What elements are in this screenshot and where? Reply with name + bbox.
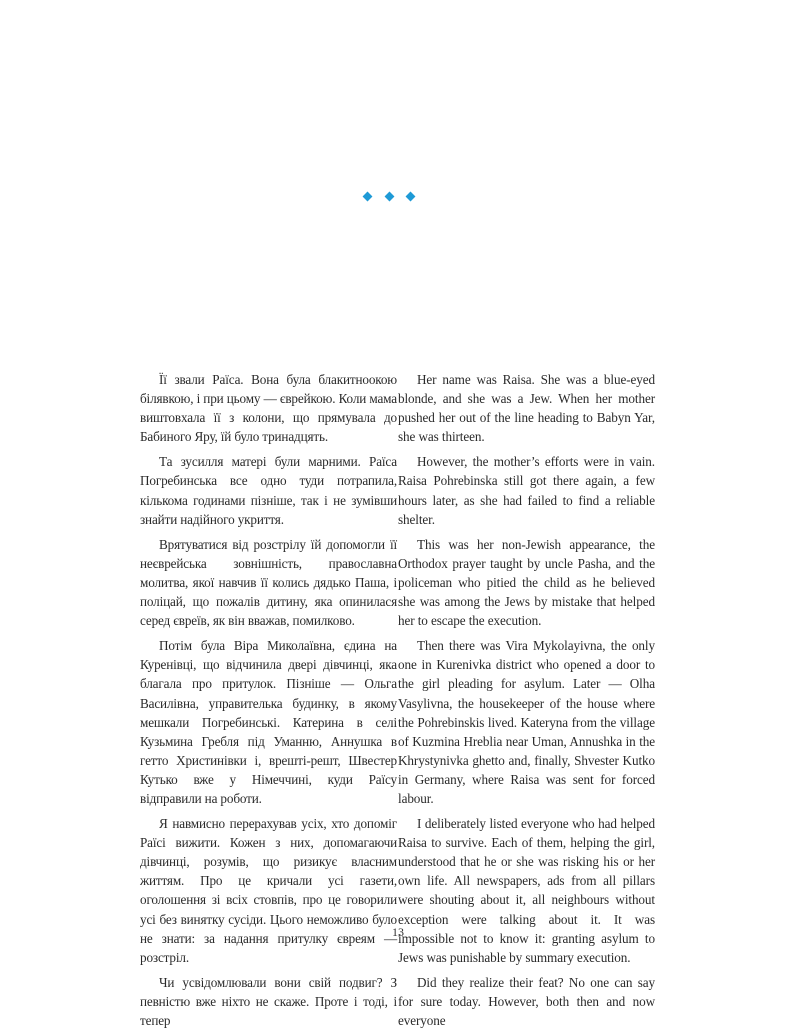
paragraph: Я навмисно перерахував усіх, хто допоміг Раїсі вижити. Кожен з них, допомагаючи дівчинці, розумів, що ризикує власним життям. Про це кричали усі газети, оголошення зі всіх стовпів, про це говорили усі без винятку сусіди. Цього неможливо було не знати: за надання притулку євреям — розстріл. [140, 816, 397, 965]
paragraph: Її звали Раїса. Вона була блакитноокою білявкою, і при цьому — єврейкою. Коли мама виштовхала її з колони, що прямувала до Бабиного Яру, їй було тринадцять. [140, 372, 397, 445]
paragraph: I deliberately listed everyone who had helped Raisa to survive. Each of them, helping the girl, understood that he or she was risking his or her own life. All newspapers, ads from all pillars were shouting about it, all neighbours without exception were talking about it. It was impossible not to know it: granting asylum to Jews was punishable by summary execution. [398, 816, 655, 965]
paragraph: However, the mother’s efforts were in vain. Raisa Pohrebinska still got there again, a few hours later, as she had failed to find a reliable shelter. [398, 454, 655, 527]
diamond-icon [384, 191, 394, 201]
paragraph: Та зусилля матері були марними. Раїса Погребинська все одно туди потрапила, кількома годинами пізніше, так і не зумівши знайти надійного укриття. [140, 454, 397, 527]
paragraph: Then there was Vira Mykolayivna, the only one in Kurenivka district who opened a door to the girl pleading for asylum. Later — Olha Vasylivna, the housekeeper of the house where the Pohrebinskis lived. Kateryna from the village of Kuzmina Hreblia near Uman, Annushka in the Khrystynivka ghetto and, finally, Shvester Kutko in Germany, where Raisa was sent for forced labour. [398, 638, 655, 806]
diamond-icon [406, 191, 416, 201]
paragraph: Врятуватися від розстрілу їй допомогли її неєврейська зовнішність, православна молитва, якої навчив її колись дядько Паша, і поліцай, що пожалів дитину, яка опинилася серед євреїв, як він вважав, помилково. [140, 536, 397, 629]
paragraph: Чи усвідомлювали вони свій подвиг? З певністю вже ніхто не скаже. Проте і тоді, і тепер [140, 974, 397, 1028]
paragraph: This was her non-Jewish appearance, the Orthodox prayer taught by uncle Pasha, and the policeman who pitied the child as he believed she was among the Jews by mistake that helped her to escape the execution. [398, 536, 655, 629]
paragraph: Потім була Віра Миколаївна, єдина на Куренівці, що відчинила двері дівчинці, яка благала про притулок. Пізніше — Ольга Василівна, управителька будинку, в якому мешкали Погребинські. Катерина в селі Кузьмина Гребля під Уманню, Аннушка в гетто Христинівки і, врешті-решт, Швестер Кутько вже у Німеччині, куди Раїсу відправили на роботи. [140, 638, 397, 806]
paragraph: Did they realize their feat? No one can say for sure today. However, both then and now everyone [398, 974, 655, 1028]
page-number: 13 [392, 925, 404, 939]
paragraph: Her name was Raisa. She was a blue-eyed blonde, and she was a Jew. When her mother pushed her out of the line heading to Babyn Yar, she was thirteen. [398, 372, 655, 445]
three-diamonds-icon [364, 189, 414, 203]
diamond-icon [363, 191, 373, 201]
